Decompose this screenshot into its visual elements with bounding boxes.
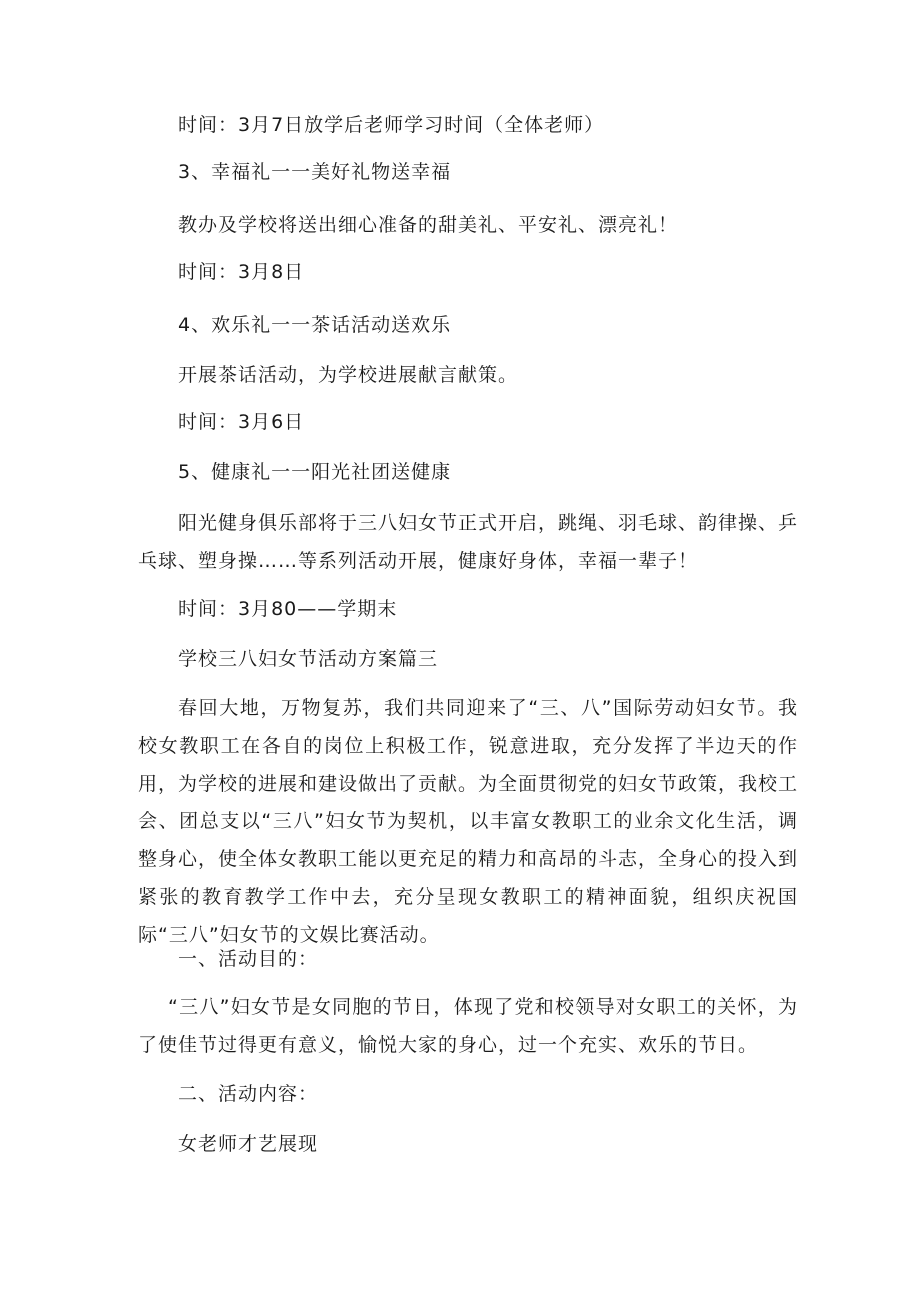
text-gifts: 教办及学校将送出细心准备的甜美礼、平安礼、漂亮礼！ xyxy=(178,214,679,236)
section-title: 学校三八妇女节活动方案篇三 xyxy=(178,648,439,670)
time-line-gifts: 时间：3月8日 xyxy=(178,261,305,283)
item-heading-happiness: 3、幸福礼一一美好礼物送幸福 xyxy=(178,161,452,183)
paragraph-purpose: “三八”妇女节是女同胞的节日，体现了党和校领导对女职工的关怀，为了使佳节过得更有意义，愉悦大家的身心，过一个充实、欢乐的节日。 xyxy=(138,996,798,1056)
item-heading-joy: 4、欢乐礼一一茶话活动送欢乐 xyxy=(178,314,452,336)
paragraph-health-club: 阳光健身俱乐部将于三八妇女节正式开启，跳绳、羽毛球、韵律操、乒乓球、塑身操……等系列活动开展，健康好身体，幸福一辈子！ xyxy=(138,512,799,572)
item-talent-show: 女老师才艺展现 xyxy=(178,1133,319,1155)
time-line-study: 时间：3月7日放学后老师学习时间（全体老师） xyxy=(178,114,605,136)
item-heading-health: 5、健康礼一一阳光社团送健康 xyxy=(178,461,452,483)
time-line-health: 时间：3月80——学期末 xyxy=(178,598,398,620)
heading-content: 二、活动内容： xyxy=(178,1083,319,1105)
paragraph-introduction: 春回大地，万物复苏，我们共同迎来了“三、八”国际劳动妇女节。我校女教职工在各自的岗位上积极工作，锐意进取，充分发挥了半边天的作用，为学校的进展和建设做出了贡献。为全面贯彻党的妇女节政策，我校工会、团总支以“三八”妇女节为契机，以丰富女教职工的业余文化生活，调整身心，使全体女教职工能以更充足的精力和高昂的斗志，全身心的投入到紧张的教育教学工作中去，充分呈现女教职工的精神面貌，组织庆祝国际“三八”妇女节的文娱比赛活动。 xyxy=(138,697,799,946)
time-line-tea-party: 时间：3月6日 xyxy=(178,411,305,433)
text-tea-party: 开展茶话活动，为学校进展献言献策。 xyxy=(178,364,519,386)
heading-purpose: 一、活动目的： xyxy=(178,948,319,970)
